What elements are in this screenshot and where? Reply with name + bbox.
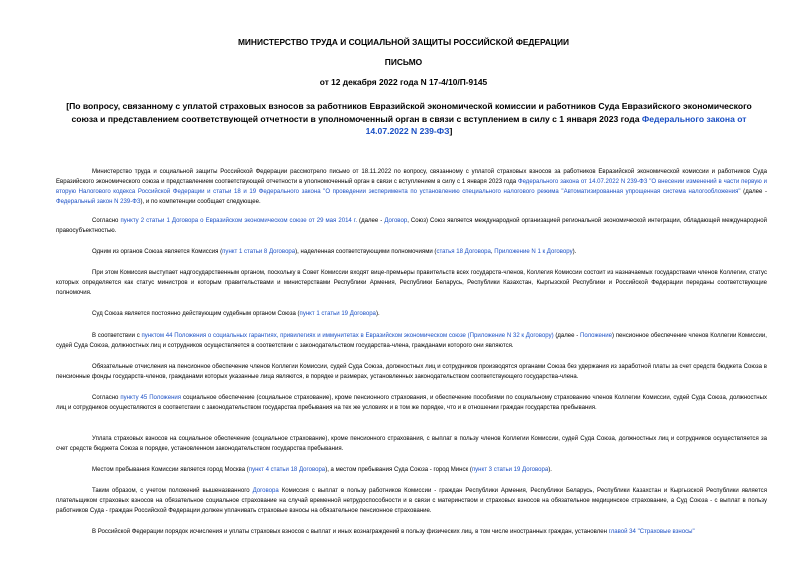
law-239-fz-link[interactable]: Федерального закона от 14.07.2022 N 239-ФЗ "О внесении изменений в части первую и вторую Налогового кодекса Российской Федерации и статьи 18 и 19 Федерального закона "О проведении эксперимента по установлению специального налогового режима "Автоматизированная упрощенная система налогообложения" xyxy=(56,179,767,195)
paragraph-text: ) пенсионное обеспечение членов Коллегии Комиссии, судей Суда Союза, должностных лиц и сотрудников осуществляется в соответствии с законодательством государства-члена, гражданами которого они являются. xyxy=(56,333,767,349)
paragraph-text: , Союз) Союз является международной организацией региональной экономической интеграции, обладающей международной правосубъектностью. xyxy=(56,218,767,234)
paragraph-9 xyxy=(56,434,767,454)
paragraph-text: В соответствии с xyxy=(92,333,142,339)
treaty-article-link[interactable]: пункту 2 статьи 1 Договора о Евразийском экономическом союзе от 29 мая 2014 г. xyxy=(120,218,357,224)
paragraph-6 xyxy=(56,331,767,351)
paragraph-text: Одним из органов Союза является Комиссия ( xyxy=(92,249,223,255)
paragraph-text: Суд Союза является постоянно действующим судебным органом Союза ( xyxy=(92,311,300,317)
paragraph-text: ), а местом пребывания Суда Союза - город Минск ( xyxy=(325,467,472,473)
paragraph-4 xyxy=(56,268,767,298)
treaty-ref-link[interactable]: Договора xyxy=(252,488,279,494)
paragraph-7 xyxy=(56,362,767,382)
paragraph-text: Обязательные отчисления на пенсионное обеспечение членов Коллегии Комиссии, судей Суда Союза, должностных лиц и сотрудников производятся органами Союза без удержания из заработной платы за счет средств бюджета Союза в пенсионные фонды государств-членов, гражданами которых указанные лица являются, в порядке и размерах, установленных законодательством соответствующего государства-члена. xyxy=(56,364,767,380)
paragraph-text: ). xyxy=(375,311,380,317)
treaty-link[interactable]: Договор xyxy=(384,218,408,224)
paragraph-12 xyxy=(56,527,767,537)
paragraph-text: ). xyxy=(572,249,577,255)
paragraph-8 xyxy=(56,393,767,413)
paragraph-text: (далее - xyxy=(553,333,580,339)
date-number-heading: от 12 декабря 2022 года N 17-4/10/П-9145 xyxy=(319,77,488,87)
paragraph-text: Комиссия с выплат в пользу работников Комиссии - граждан Республики Армения, Республики Беларусь, Республики Казахстан и Кыргызской Республики является плательщиком страховых взносов на обязательное социальное страхование на случай временной нетрудоспособности и в связи с материнством и страховых взносов на обязательное медицинское страхование, а Суд Союза - с выплат в пользу работников Суда - граждан Российской Федерации должен уплачивать страховые взносы на обязательное пенсионное страхование. xyxy=(56,488,767,514)
paragraph-text: Министерство труда и социальной защиты Российской Федерации рассмотрело письмо от 18.11.2022 по вопросу, связанному с уплатой страховых взносов за работников Евразийской экономической комиссии и работников Суда Евразийского экономического союза и представлением соответствующей отчетности в уполномоченный орган в связи с вступлением в силу с 1 января 2023 года xyxy=(56,169,767,185)
paragraph-2 xyxy=(56,216,767,236)
ministry-heading: МИНИСТЕРСТВО ТРУДА И СОЦИАЛЬНОЙ ЗАЩИТЫ РОССИЙСКОЙ ФЕДЕРАЦИИ xyxy=(237,37,570,47)
paragraph-3 xyxy=(56,247,767,257)
paragraph-text: ), и по компетенции сообщает следующее. xyxy=(140,199,261,205)
paragraph-text: В Российской Федерации порядок исчисления и уплаты страховых взносов с выплат и иных вознаграждений в пользу физических лиц, в том числе иностранных граждан, установлен xyxy=(92,529,609,535)
paragraph-text: Согласно xyxy=(92,395,121,401)
paragraph-text: Таким образом, с учетом положений вышеназванного xyxy=(92,488,253,494)
doc-type-heading: ПИСЬМО xyxy=(384,57,423,67)
paragraph-text: Согласно xyxy=(92,218,121,224)
paragraph-11 xyxy=(56,486,767,516)
annex-1-link[interactable]: Приложение N 1 к Договору xyxy=(494,249,573,255)
paragraph-text: социальное обеспечение (социальное страхование), кроме пенсионного страхования, и обеспечение пособиями по социальному страхованию членов Коллегии Комиссии, судей Суда Союза, должностных лиц и сотрудников осуществляются в соответствии с законодательством государства пребывания на тех же условиях и в том же порядке, что и в отношении граждан государства пребывания. xyxy=(56,395,767,411)
paragraph-text: Местом пребывания Комиссии является город Москва ( xyxy=(92,467,249,473)
article-8-link[interactable]: пункт 1 статьи 8 Договора xyxy=(222,249,296,255)
subject-text: [По вопросу, связанному с уплатой страховых взносов за работников Евразийской экономической комиссии и работников Суда Евразийского экономического союза и представлением соответствующей отчетности в уполномоченный орган в связи с вступлением в силу с 1 января 2023 года xyxy=(66,101,752,124)
article-18-link[interactable]: статья 18 Договора xyxy=(436,249,491,255)
regulation-44-link[interactable]: пунктом 44 Положения о социальных гарантиях, привилегиях и иммунитетах в Евразийском экономическом союзе (Приложение N 32 к Договору) xyxy=(141,333,554,339)
paragraph-text: Уплата страховых взносов на социальное обеспечение (социальное страхование), кроме пенсионного страхования, с выплат в пользу членов Коллегии Комиссии, судей Суда Союза, должностных лиц и сотрудников осуществляется за счет средств бюджета Союза в порядке, установленном законодательством государства пребывания. xyxy=(56,436,767,452)
article-18-point-4-link[interactable]: пункт 4 статьи 18 Договора xyxy=(248,467,326,473)
paragraph-text: При этом Комиссия выступает надгосударственным органом, поскольку в Совет Комиссии входят вице-премьеры правительств всех государств-членов, Коллегия Комиссии состоит из назначаемых государствами членов Коллегии, статус которых определяется как статус министров и которым правительствами и министерствами Республики Армения, Республики Беларусь, Республики Казахстан, Кыргызской Республики и Российской Федерации переданы соответствующие полномочия. xyxy=(56,270,767,296)
paragraph-text: ), наделенная соответствующими полномочиями ( xyxy=(295,249,437,255)
paragraph-1 xyxy=(56,167,767,207)
law-239-short-link[interactable]: Федеральный закон N 239-ФЗ xyxy=(56,199,141,205)
subject-title xyxy=(56,100,762,138)
paragraph-10 xyxy=(56,465,767,475)
article-19-link[interactable]: пункт 1 статьи 19 Договора xyxy=(299,311,376,317)
federal-law-link[interactable]: Федерального закона от 14.07.2022 N 239-ФЗ xyxy=(365,113,747,136)
paragraph-5 xyxy=(56,309,767,319)
paragraph-text: (далее - xyxy=(740,189,767,195)
chapter-34-link[interactable]: главой 34 "Страховые взносы" xyxy=(608,529,695,535)
regulation-link[interactable]: Положение xyxy=(580,333,612,339)
article-19-point-3-link[interactable]: пункт 3 статьи 19 Договора xyxy=(471,467,549,473)
subject-end: ] xyxy=(449,126,453,136)
paragraph-text: ). xyxy=(548,467,552,473)
regulation-45-link[interactable]: пункту 45 Положения xyxy=(120,395,182,401)
paragraph-text: , xyxy=(490,249,495,255)
paragraph-text: (далее - xyxy=(357,218,385,224)
